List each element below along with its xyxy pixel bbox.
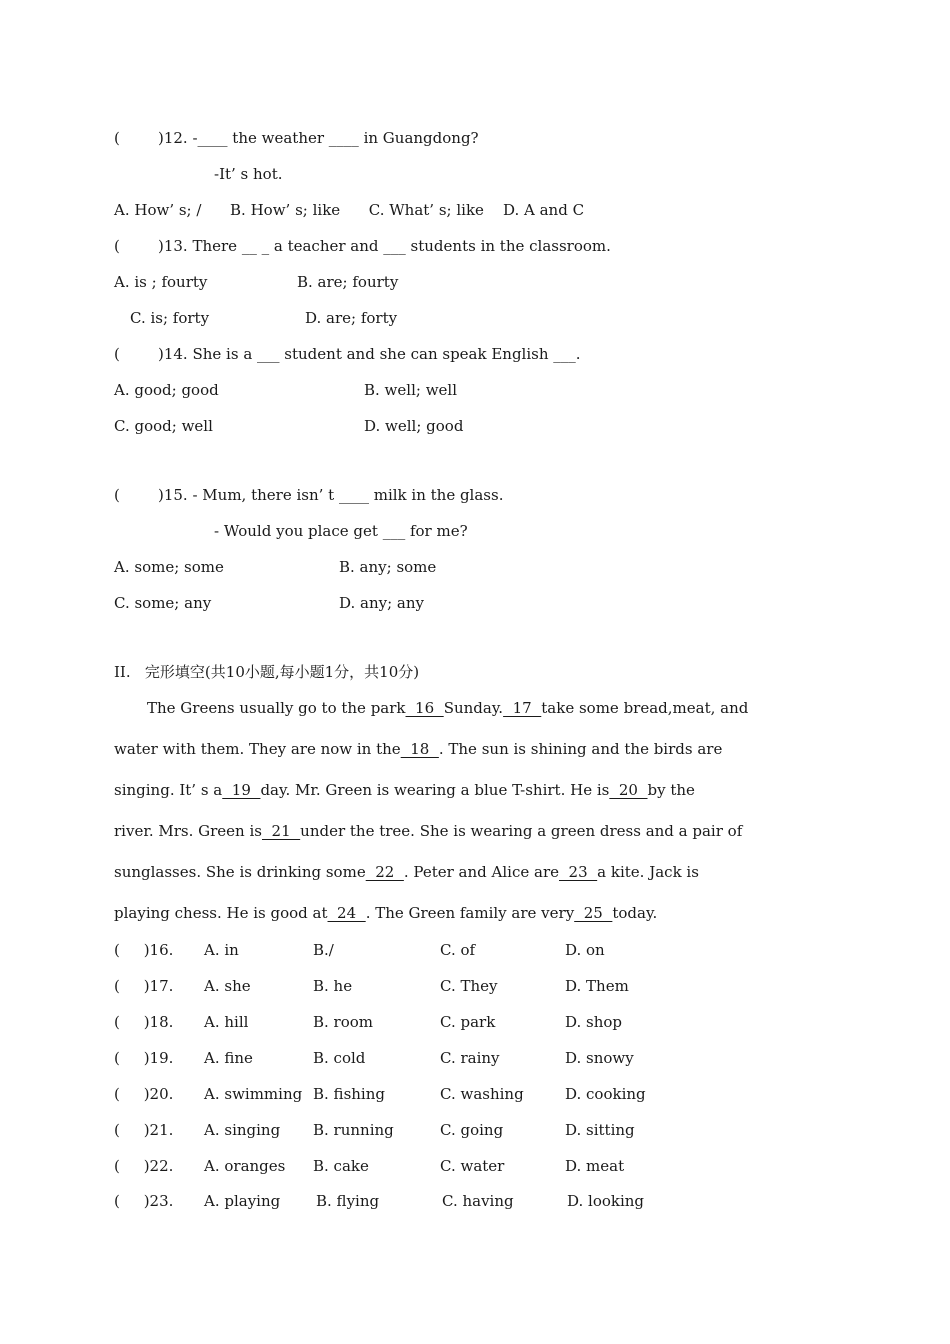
passage-line-4: river. Mrs. Green is 21 under the tree. She is wearing a green dress and a pair of xyxy=(114,822,743,840)
q12-answer-line: -It’ s hot. xyxy=(214,165,283,183)
option-a: A. oranges xyxy=(204,1157,286,1175)
q13-option-c: C. is; forty xyxy=(130,309,210,327)
option-a: A. playing xyxy=(204,1192,281,1210)
blank-19: 19 xyxy=(222,781,261,799)
option-c: C. park xyxy=(440,1013,496,1031)
q13-option-a: A. is ; fourty xyxy=(114,273,208,291)
option-b: B. he xyxy=(313,977,353,995)
passage-line-5: sunglasses. She is drinking some 22 . Peter and Alice are 23 a kite. Jack is xyxy=(114,863,699,881)
blank-22: 22 xyxy=(365,863,404,881)
blank-17: 17 xyxy=(503,699,542,717)
option-c: C. of xyxy=(440,941,476,959)
option-d: D. looking xyxy=(567,1192,645,1210)
q12-options: A. How’ s; / B. How’ s; like C. What’ s; like D. A and C xyxy=(114,201,585,219)
q15-stem: ( )15. - Mum, there isn’ t ____ milk in the glass. xyxy=(114,486,504,504)
blank-25: 25 xyxy=(574,904,613,922)
option-d: D. shop xyxy=(565,1013,623,1031)
item-number: ( )20. xyxy=(114,1085,174,1103)
q15-option-a: A. some; some xyxy=(114,558,224,576)
passage-line-3: singing. It’ s a 19 day. Mr. Green is wearing a blue T-shirt. He is 20 by the xyxy=(114,781,695,799)
option-b: B. flying xyxy=(316,1192,380,1210)
q12-stem: ( )12. -____ the weather ____ in Guangdong? xyxy=(114,129,479,147)
blank-16: 16 xyxy=(405,699,444,717)
option-b: B. cake xyxy=(313,1157,369,1175)
option-b: B. cold xyxy=(313,1049,366,1067)
item-number: ( )17. xyxy=(114,977,174,995)
passage-line-1: The Greens usually go to the park 16 Sunday. 17 take some bread,meat, and xyxy=(147,699,749,717)
item-number: ( )18. xyxy=(114,1013,174,1031)
option-a: A. fine xyxy=(204,1049,253,1067)
option-c: C. having xyxy=(442,1192,514,1210)
item-number: ( )22. xyxy=(114,1157,174,1175)
option-c: C. rainy xyxy=(440,1049,500,1067)
option-b: B. running xyxy=(313,1121,394,1139)
item-number: ( )23. xyxy=(114,1192,174,1210)
option-a: A. singing xyxy=(204,1121,281,1139)
option-c: C. washing xyxy=(440,1085,524,1103)
blank-21: 21 xyxy=(261,822,301,840)
option-b: B./ xyxy=(313,941,334,959)
blank-23: 23 xyxy=(559,863,598,881)
item-number: ( )21. xyxy=(114,1121,174,1139)
blank-20: 20 xyxy=(609,781,648,799)
passage-line-6: playing chess. He is good at 24 . The Green family are very 25 today. xyxy=(114,904,658,922)
passage-line-2: water with them. They are now in the 18 . The sun is shining and the birds are xyxy=(114,740,723,758)
section-heading: II. 完形填空(共10小题,每小题1分，共10分) xyxy=(114,663,420,681)
option-c: C. They xyxy=(440,977,498,995)
option-d: D. cooking xyxy=(565,1085,646,1103)
option-a: A. she xyxy=(204,977,251,995)
blank-24: 24 xyxy=(327,904,366,922)
q15-option-b: B. any; some xyxy=(339,558,437,576)
q15-option-d: D. any; any xyxy=(339,594,425,612)
option-c: C. going xyxy=(440,1121,504,1139)
item-number: ( )19. xyxy=(114,1049,174,1067)
option-d: D. snowy xyxy=(565,1049,634,1067)
option-d: D. Them xyxy=(565,977,629,995)
item-number: ( )16. xyxy=(114,941,174,959)
option-b: B. fishing xyxy=(313,1085,385,1103)
option-d: D. on xyxy=(565,941,605,959)
option-a: A. hill xyxy=(204,1013,249,1031)
option-d: D. sitting xyxy=(565,1121,635,1139)
blank-18: 18 xyxy=(400,740,439,758)
option-a: A. swimming xyxy=(204,1085,303,1103)
q14-option-a: A. good; good xyxy=(114,381,219,399)
q15-answer-line: - Would you place get ___ for me? xyxy=(214,522,468,540)
q14-option-c: C. good; well xyxy=(114,417,213,435)
q14-stem: ( )14. She is a ___ student and she can speak English ___. xyxy=(114,345,581,363)
q13-option-d: D. are; forty xyxy=(305,309,398,327)
q13-stem: ( )13. There __ _ a teacher and ___ students in the classroom. xyxy=(114,237,611,255)
option-a: A. in xyxy=(204,941,239,959)
q13-option-b: B. are; fourty xyxy=(297,273,399,291)
q14-option-d: D. well; good xyxy=(364,417,464,435)
q14-option-b: B. well; well xyxy=(364,381,458,399)
option-b: B. room xyxy=(313,1013,374,1031)
q15-option-c: C. some; any xyxy=(114,594,212,612)
option-c: C. water xyxy=(440,1157,505,1175)
option-d: D. meat xyxy=(565,1157,625,1175)
